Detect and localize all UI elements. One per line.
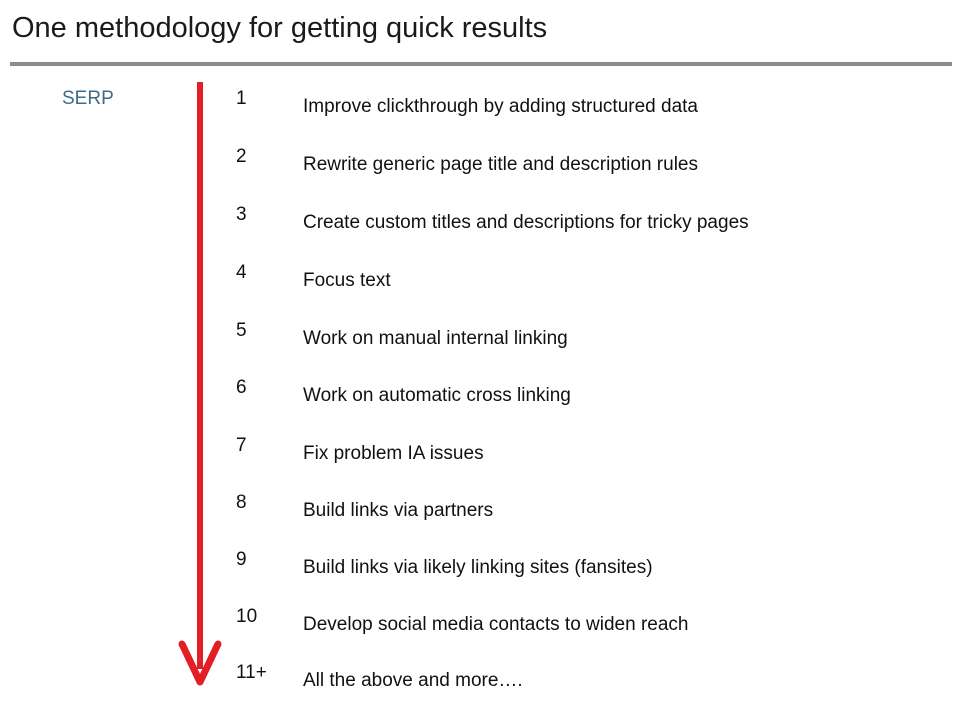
step-number: 3: [236, 204, 247, 225]
step-text: Build links via likely linking sites (fansites): [303, 557, 653, 578]
step-number: 6: [236, 377, 247, 398]
step-number: 8: [236, 492, 247, 513]
step-number: 10: [236, 606, 258, 627]
list-item: [0, 204, 960, 244]
step-number: 4: [236, 262, 247, 283]
title-divider: [10, 62, 952, 66]
step-text: Work on automatic cross linking: [303, 385, 571, 406]
step-number: 1: [236, 88, 247, 109]
step-text: Improve clickthrough by adding structured data: [303, 96, 698, 117]
serp-label: SERP: [62, 88, 114, 109]
list-item: [0, 377, 960, 417]
list-item: [0, 492, 960, 532]
step-number: 7: [236, 435, 247, 456]
list-item: [0, 606, 960, 646]
step-text: Build links via partners: [303, 500, 494, 521]
step-number: 9: [236, 549, 247, 570]
step-number: 11+: [236, 662, 267, 683]
step-text: Rewrite generic page title and description rules: [303, 154, 698, 175]
step-text: Focus text: [303, 270, 391, 291]
step-number: 2: [236, 146, 247, 167]
step-text: Develop social media contacts to widen reach: [303, 614, 689, 635]
list-item: [0, 146, 960, 186]
slide-title: One methodology for getting quick results: [12, 12, 548, 44]
step-text: Work on manual internal linking: [303, 328, 568, 349]
list-item: [0, 549, 960, 589]
list-item: [0, 88, 960, 128]
list-item: [0, 435, 960, 475]
step-text: Create custom titles and descriptions for tricky pages: [303, 212, 749, 233]
step-number: 5: [236, 320, 247, 341]
step-text: All the above and more….: [303, 670, 523, 691]
step-text: Fix problem IA issues: [303, 443, 484, 464]
list-item: [0, 662, 960, 702]
list-item: [0, 320, 960, 360]
list-item: [0, 262, 960, 302]
